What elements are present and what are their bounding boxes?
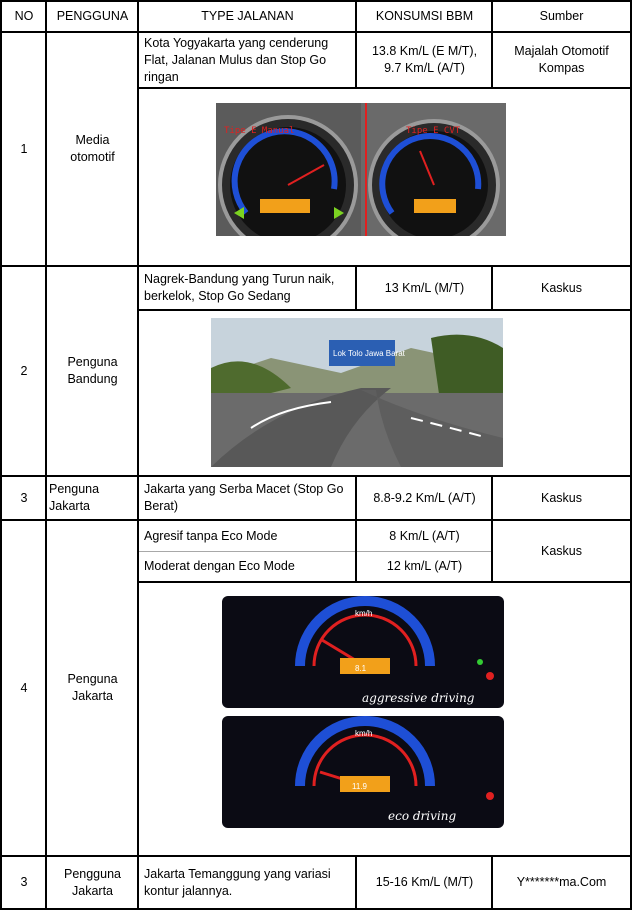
grid-col4-a — [491, 0, 493, 89]
grid-row3-bottom — [0, 519, 632, 521]
header-no: NO — [14, 9, 34, 23]
grid-row4-sub-divider — [138, 551, 493, 552]
row3-konsumsi: 8.8-9.2 Km/L (A/T) — [373, 490, 476, 505]
row5-type-jalanan: Jakarta Temanggung yang variasi kontur jalannya. — [144, 866, 331, 898]
grid-left — [0, 0, 2, 910]
row3-sumber: Kaskus — [541, 490, 582, 505]
grid-col4-b — [491, 265, 493, 311]
night-dashboard-illustration — [222, 596, 504, 828]
row4-no: 4 — [20, 680, 28, 695]
top-caption: aggressive driving — [362, 691, 475, 705]
road-sign-text: Lok Tolo Jawa Barat — [333, 349, 405, 358]
grid-col1 — [45, 0, 47, 910]
row1-no: 1 — [20, 141, 28, 156]
row3-no: 3 — [20, 490, 28, 505]
header-konsumsi: KONSUMSI BBM — [375, 9, 474, 23]
header-sumber: Sumber — [539, 9, 584, 23]
road-illustration — [211, 318, 503, 467]
row2-type-jalanan: Nagrek-Bandung yang Turun naik, berkelok, Stop Go Sedang — [144, 272, 335, 303]
row2-sumber: Kaskus — [541, 280, 582, 295]
header-type-jalanan: TYPE JALANAN — [201, 9, 294, 23]
row1-konsumsi: 13.8 Km/L (E M/T), 9.7 Km/L (A/T) — [371, 44, 478, 75]
bottom-unit: km/h — [355, 729, 373, 738]
row5-sumber: Y*******ma.Com — [516, 875, 607, 889]
dashboard-illustration — [216, 103, 506, 236]
grid-col3-d — [355, 855, 357, 910]
grid-row1-bottom — [0, 265, 632, 267]
grid-row4-bottom — [0, 855, 632, 857]
grid-col2 — [137, 0, 139, 910]
row4-sub2-konsumsi: 12 km/L (A/T) — [386, 559, 463, 573]
row5-konsumsi: 15-16 Km/L (M/T) — [375, 875, 474, 889]
row2-konsumsi: 13 Km/L (M/T) — [384, 280, 465, 295]
row1-pengguna: Media otomotif — [70, 133, 115, 164]
grid-row4-text-bottom — [138, 581, 632, 583]
row2-no: 2 — [20, 363, 28, 378]
grid-row2-text-bottom — [138, 309, 632, 311]
night-dashboard-image — [222, 596, 504, 828]
left-dash-label: Tipe E Manual — [224, 126, 295, 136]
row4-sub1-type: Agresif tanpa Eco Mode — [144, 528, 278, 543]
row4-sumber: Kaskus — [541, 543, 582, 558]
right-dash-label: Tipe E CVT — [406, 126, 461, 136]
grid-col3-b — [355, 265, 357, 311]
row4-sub2-type: Moderat dengan Eco Mode — [144, 559, 295, 573]
bottom-caption: eco driving — [388, 809, 457, 823]
grid-header-bottom — [0, 31, 632, 33]
bottom-lcd-value: 11.9 — [352, 782, 367, 791]
grid-row2-bottom — [0, 475, 632, 477]
row5-pengguna: Pengguna Jakarta — [63, 866, 121, 898]
row1-sumber: Majalah Otomotif Kompas — [514, 44, 609, 75]
top-unit: km/h — [355, 609, 373, 618]
dashboard-comparison-image — [216, 103, 506, 236]
row5-no: 3 — [20, 875, 28, 889]
row3-pengguna: Penguna Jakarta — [49, 482, 100, 513]
row3-type-jalanan: Jakarta yang Serba Macet (Stop Go Berat) — [144, 482, 344, 513]
row2-pengguna: Penguna Bandung — [67, 355, 118, 386]
grid-row1-text-bottom — [138, 87, 632, 89]
grid-col3-a — [355, 0, 357, 89]
row4-pengguna: Penguna Jakarta — [67, 672, 118, 703]
grid-top — [0, 0, 632, 2]
grid-col4-c — [491, 475, 493, 583]
grid-col3-c — [355, 475, 357, 583]
header-pengguna: PENGGUNA — [56, 9, 129, 23]
top-lcd-value: 8.1 — [355, 664, 367, 673]
row1-type-jalanan: Kota Yogyakarta yang cenderung Flat, Jalanan Mulus dan Stop Go ringan — [144, 35, 329, 84]
row4-sub1-konsumsi: 8 Km/L (A/T) — [389, 528, 460, 543]
road-photo — [211, 318, 503, 467]
grid-col4-d — [491, 855, 493, 910]
